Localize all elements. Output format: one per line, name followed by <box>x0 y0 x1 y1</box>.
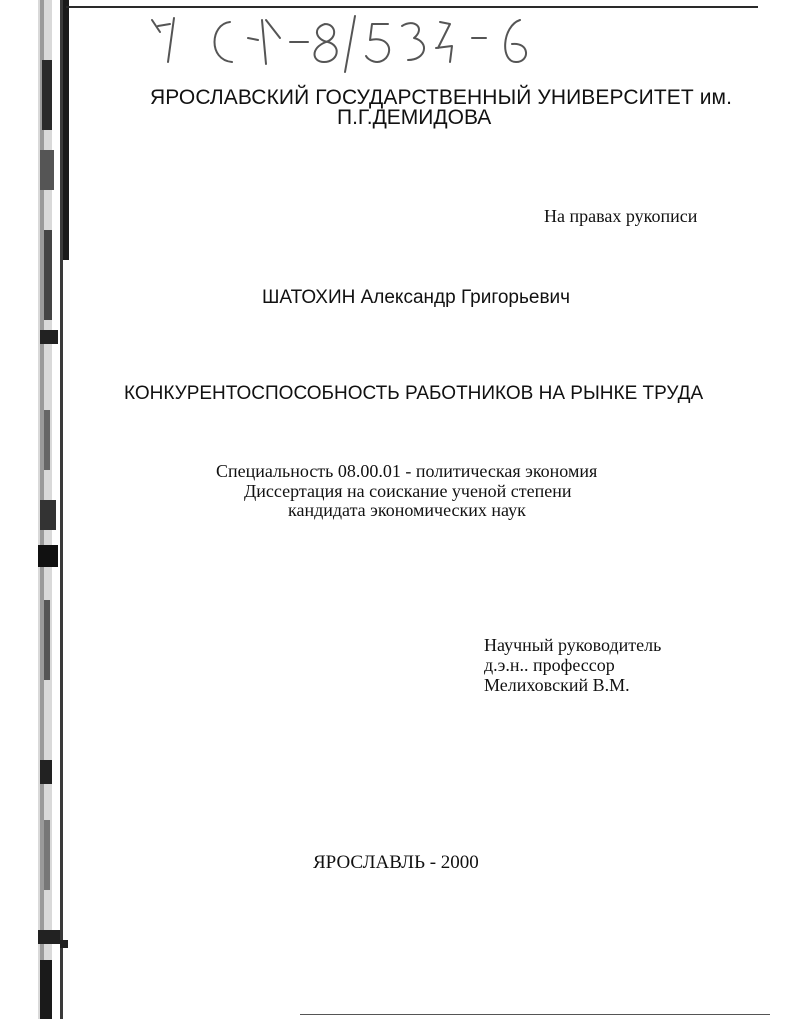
advisor-name: Мелиховский В.М. <box>484 675 630 695</box>
city-year: ЯРОСЛАВЛЬ - 2000 <box>313 852 479 873</box>
degree-line2: кандидата экономических наук <box>288 500 526 520</box>
specialty-line: Специальность 08.00.01 - политическая экономия <box>216 461 598 481</box>
advisor-rank: д.э.н.. профессор <box>484 655 615 675</box>
manuscript-note: На правах рукописи <box>544 206 698 226</box>
advisor-title: Научный руководитель <box>484 635 662 655</box>
degree-line1: Диссертация на соискание ученой степени <box>244 481 572 501</box>
university-name-line2: П.Г.ДЕМИДОВА <box>337 106 492 129</box>
author-name: ШАТОХИН Александр Григорьевич <box>262 287 571 308</box>
handwritten-archive-mark <box>140 2 560 82</box>
scan-binding-edge <box>0 0 70 1019</box>
university-name-line1: ЯРОСЛАВСКИЙ ГОСУДАРСТВЕННЫЙ УНИВЕРСИТЕТ им. <box>150 86 733 109</box>
dissertation-title: КОНКУРЕНТОСПОСОБНОСТЬ РАБОТНИКОВ НА РЫНКЕ ТРУДА <box>124 383 704 404</box>
bottom-rule <box>300 1014 770 1015</box>
